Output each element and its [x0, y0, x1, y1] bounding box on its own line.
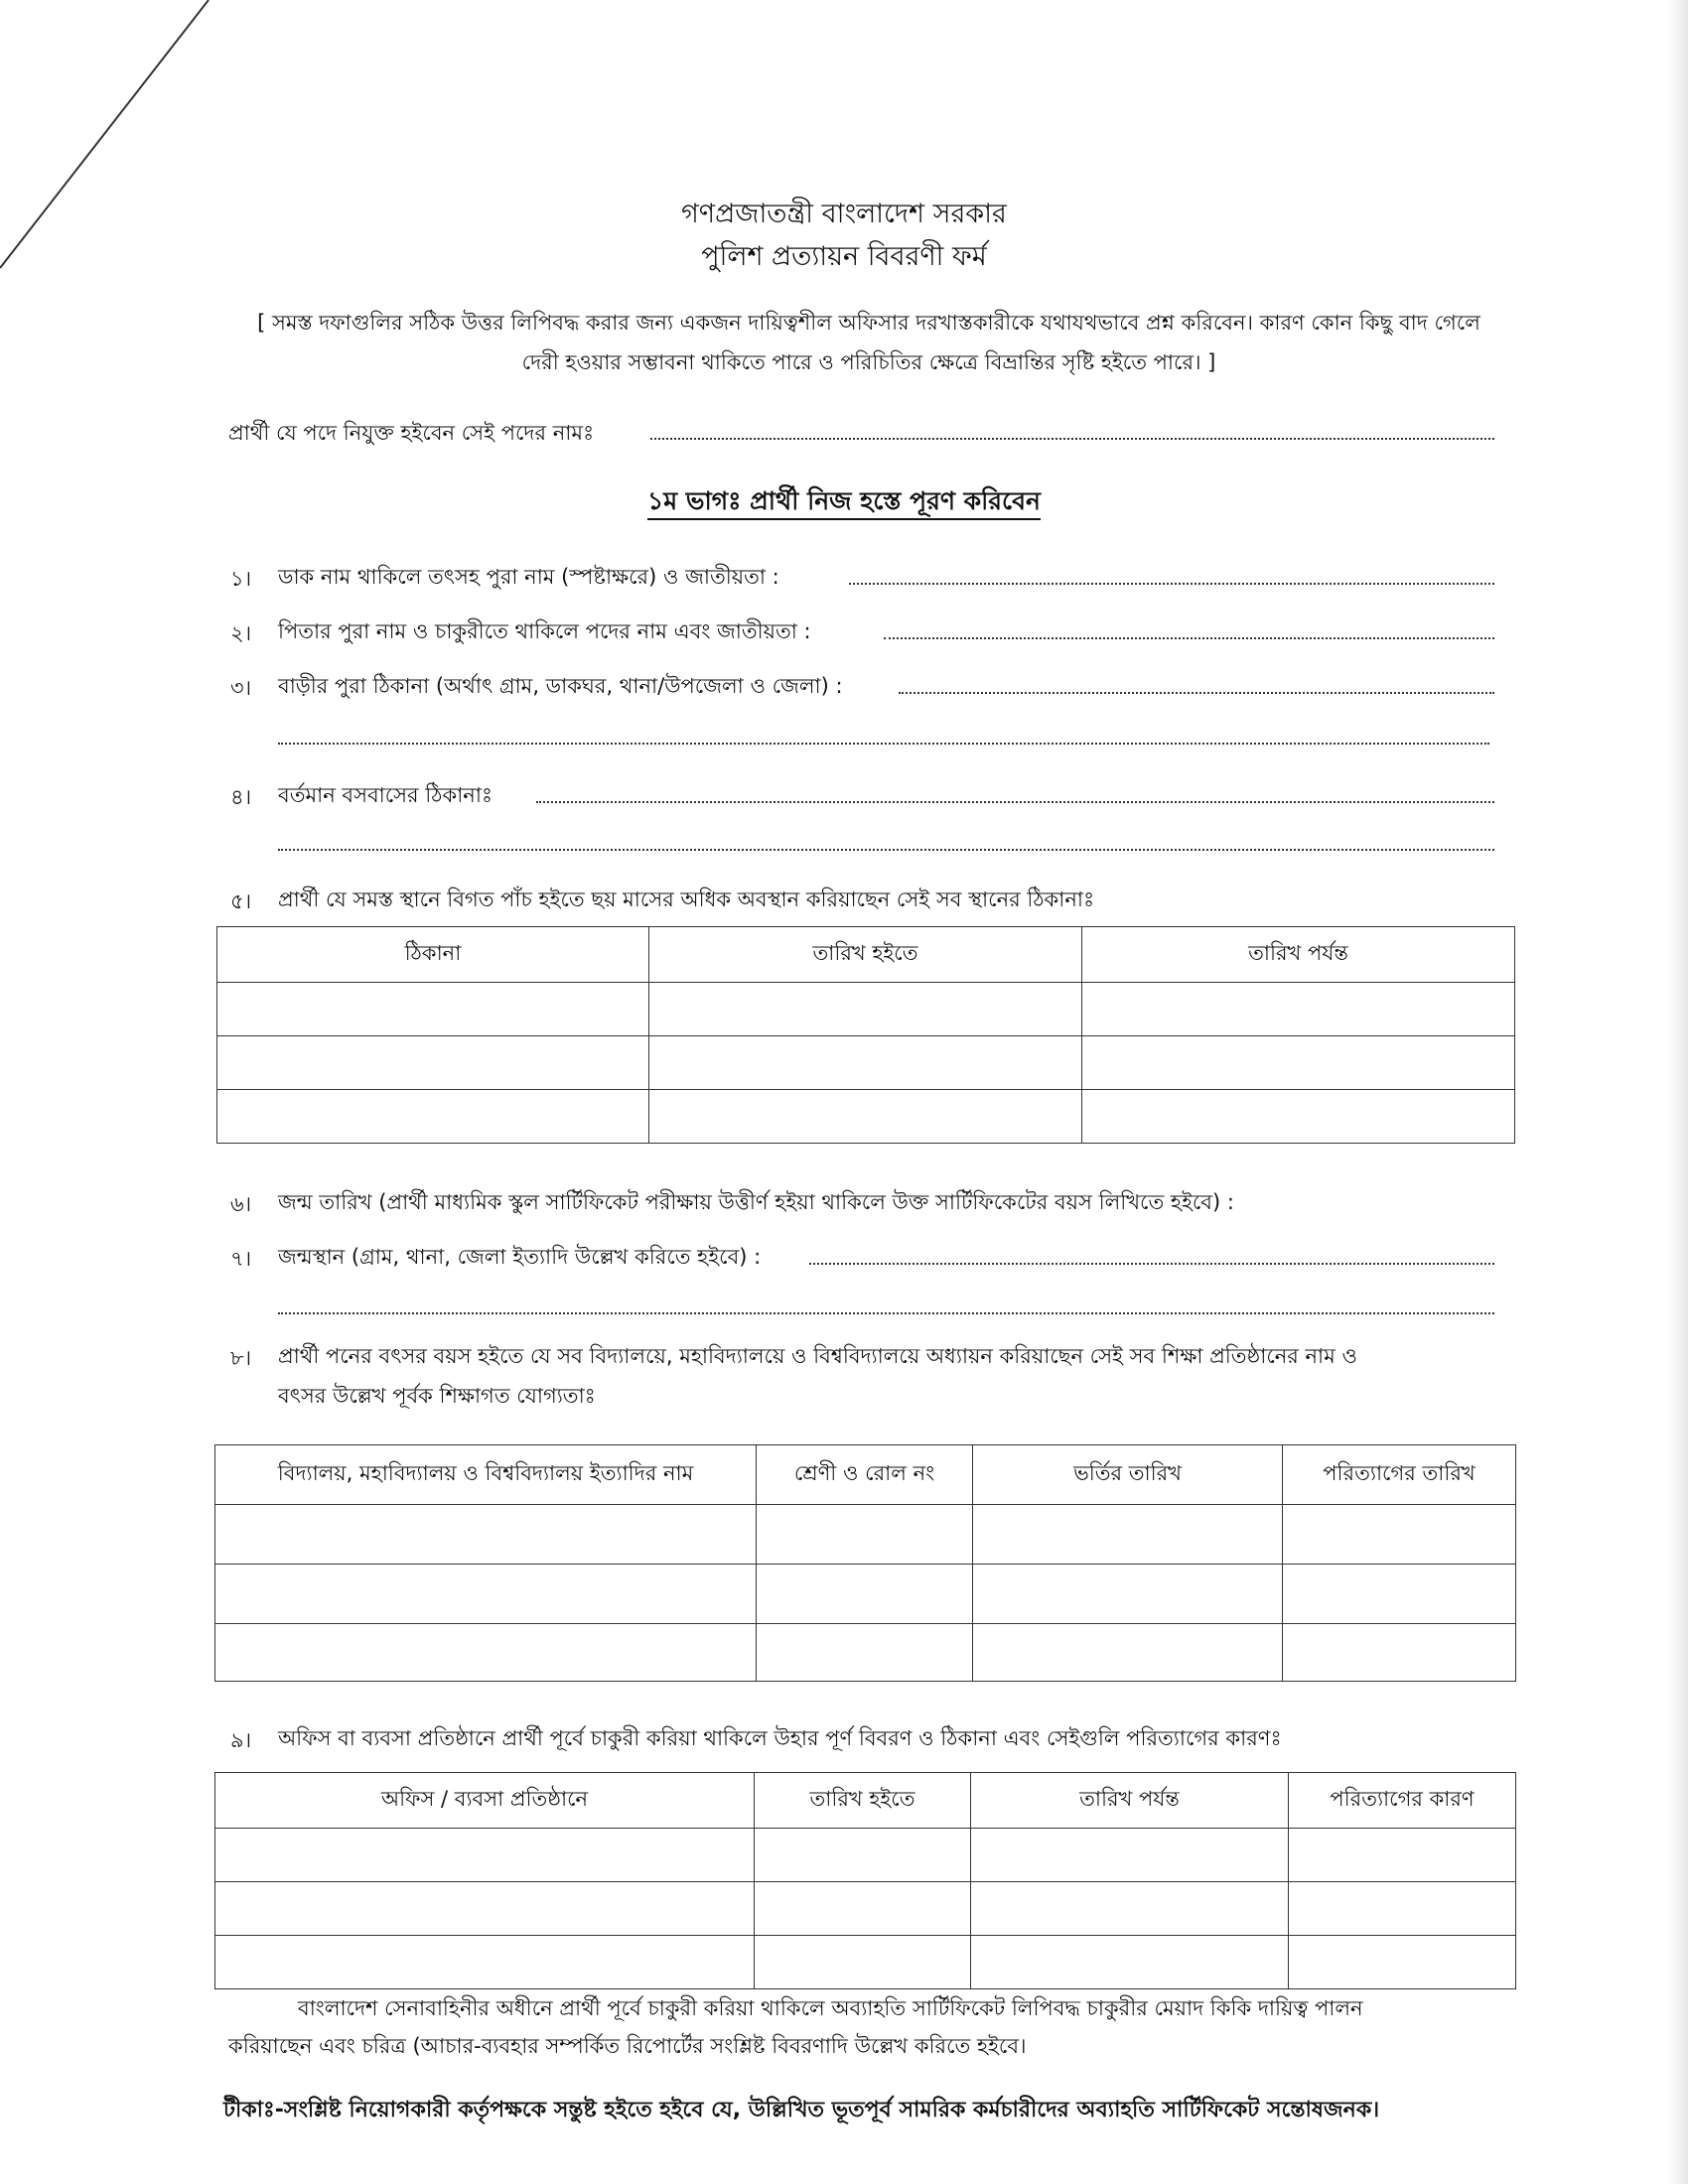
table-cell[interactable]: [971, 1936, 1289, 1989]
table-cell[interactable]: [755, 1936, 971, 1989]
table-cell[interactable]: [757, 1565, 973, 1624]
table-cell[interactable]: [215, 1882, 755, 1936]
column-header: তারিখ পর্যন্ত: [971, 1773, 1289, 1829]
item8-label-line1: প্রার্থী পনের বৎসর বয়স হইতে যে সব বিদ্যালয়ে, মহাবিদ্যালয়ে ও বিশ্ববিদ্যালয়ে অধ্যায়ন করিয়াছেন সেই সব শিক্ষা প্রতিষ্ঠানের নাম ও: [278, 1344, 1357, 1368]
item7-field[interactable]: [809, 1263, 1494, 1265]
item4-label: বর্তমান বসবাসের ঠিকানাঃ: [278, 783, 493, 807]
table-cell[interactable]: [1283, 1624, 1516, 1682]
table-row: [217, 1090, 1515, 1144]
part-one-heading: ১ম ভাগঃ প্রার্থী নিজ হস্তে পূরণ করিবেন: [0, 481, 1688, 524]
table-cell[interactable]: [1082, 1036, 1515, 1090]
army-note-line2: করিয়াছেন এবং চরিত্র (আচার-ব্যবহার সম্পর্কিত রিপোর্টের সংশ্লিষ্ট বিবরণাদি উল্লেখ করিতে হইবে।: [228, 2034, 1027, 2058]
table-row: [215, 1565, 1516, 1624]
table-cell[interactable]: [649, 1090, 1082, 1144]
table-cell[interactable]: [1082, 1090, 1515, 1144]
column-header: তারিখ পর্যন্ত: [1082, 927, 1515, 983]
column-header: শ্রেণী ও রোল নং: [757, 1445, 973, 1505]
table-cell[interactable]: [1283, 1505, 1516, 1565]
item6-label: জন্ম তারিখ (প্রার্থী মাধ্যমিক স্কুল সার্টিফিকেট পরীক্ষায় উত্তীর্ণ হইয়া থাকিলে উক্ত সার্টিফিকেটের বয়স লিখিতে হইবে) :: [278, 1190, 1234, 1214]
column-header: পরিত্যাগের তারিখ: [1283, 1445, 1516, 1505]
army-note-line1: বাংলাদেশ সেনাবাহিনীর অধীনে প্রার্থী পূর্বে চাকুরী করিয়া থাকিলে অব্যাহতি সার্টিফিকেট লিপিবদ্ধ চাকুরীর মেয়াদ কিকি দায়িত্ব পালন: [298, 1996, 1363, 2020]
education-table: [214, 1444, 1516, 1682]
table-cell[interactable]: [217, 1090, 649, 1144]
table-row: [217, 983, 1515, 1036]
employment-table-final: [214, 1772, 1516, 1989]
item-number: ৩।: [230, 676, 252, 700]
item1-field[interactable]: [849, 583, 1494, 585]
item5-label: প্রার্থী যে সমস্ত স্থানে বিগত পাঁচ হইতে ছয় মাসের অধিক অবস্থান করিয়াছেন সেই সব স্থানের ঠিকানাঃ: [278, 887, 1095, 911]
table-row: [215, 1624, 1516, 1682]
table-cell[interactable]: [215, 1936, 755, 1989]
item8-label-line2: বৎসর উল্লেখ পূর্বক শিক্ষাগত যোগ্যতাঃ: [278, 1384, 596, 1408]
table-cell[interactable]: [755, 1829, 971, 1882]
table-row: [215, 1936, 1516, 1989]
table-cell[interactable]: [217, 983, 649, 1036]
table-cell[interactable]: [1082, 983, 1515, 1036]
column-header: ভর্তির তারিখ: [973, 1445, 1283, 1505]
table-cell[interactable]: [649, 1036, 1082, 1090]
table-cell[interactable]: [1289, 1829, 1516, 1882]
table-cell[interactable]: [215, 1565, 757, 1624]
table-cell[interactable]: [1289, 1882, 1516, 1936]
table-header-row: [215, 1445, 1516, 1505]
table-cell[interactable]: [971, 1829, 1289, 1882]
table-cell[interactable]: [757, 1505, 973, 1565]
scan-edge-shadow: [1666, 0, 1688, 2184]
table-row: [217, 1036, 1515, 1090]
item-number: ২।: [230, 621, 252, 645]
item-number: ৭।: [230, 1247, 252, 1271]
column-header: তারিখ হইতে: [649, 927, 1082, 983]
table-cell[interactable]: [973, 1505, 1283, 1565]
item-number: ৬।: [230, 1192, 252, 1216]
item-number: ৮।: [230, 1346, 252, 1370]
table-cell[interactable]: [215, 1624, 757, 1682]
table-cell[interactable]: [973, 1565, 1283, 1624]
table-cell[interactable]: [755, 1882, 971, 1936]
item-number: ৯।: [230, 1728, 252, 1752]
column-header: পরিত্যাগের কারণ: [1289, 1773, 1516, 1829]
item1-label: ডাক নাম থাকিলে তৎসহ পুরা নাম (স্পষ্টাক্ষরে) ও জাতীয়তা :: [278, 565, 779, 589]
item4-field-line2[interactable]: [278, 849, 1494, 851]
table-cell[interactable]: [215, 1505, 757, 1565]
table-cell[interactable]: [649, 983, 1082, 1036]
item-number: ৫।: [230, 889, 252, 913]
table-cell[interactable]: [1289, 1936, 1516, 1989]
item-number: ১।: [230, 567, 252, 591]
table-cell[interactable]: [757, 1624, 973, 1682]
item2-label: পিতার পুরা নাম ও চাকুরীতে থাকিলে পদের নাম এবং জাতীয়তা :: [278, 619, 811, 643]
table-cell[interactable]: [215, 1829, 755, 1882]
column-header: বিদ্যালয়, মহাবিদ্যালয় ও বিশ্ববিদ্যালয় ইত্যাদির নাম: [215, 1445, 757, 1505]
table-row: [215, 1829, 1516, 1882]
item7-field-line2[interactable]: [278, 1312, 1494, 1314]
table-cell[interactable]: [971, 1882, 1289, 1936]
post-name-label: প্রার্থী যে পদে নিযুক্ত হইবেন সেই পদের নামঃ: [228, 421, 595, 445]
government-heading: গণপ্রজাতন্ত্রী বাংলাদেশ সরকার: [681, 199, 1007, 229]
post-name-field[interactable]: [650, 438, 1494, 440]
item2-field[interactable]: [884, 637, 1494, 639]
item9-label: অফিস বা ব্যবসা প্রতিষ্ঠানে প্রার্থী পূর্বে চাকুরী করিয়া থাকিলে উহার পূর্ণ বিবরণ ও ঠিকানা এবং সেইগুলি পরিত্যাগের কারণঃ: [278, 1726, 1282, 1750]
table-cell[interactable]: [973, 1624, 1283, 1682]
table-row: [215, 1505, 1516, 1565]
item3-label: বাড়ীর পুরা ঠিকানা (অর্থাৎ গ্রাম, ডাকঘর, থানা/উপজেলা ও জেলা) :: [278, 674, 843, 698]
item7-label: জন্মস্থান (গ্রাম, থানা, জেলা ইত্যাদি উল্লেখ করিতে হইবে) :: [278, 1245, 762, 1269]
table-header-row: [217, 927, 1515, 983]
item4-field[interactable]: [536, 801, 1494, 803]
table-row: [215, 1882, 1516, 1936]
form-title: পুলিশ প্রত্যায়ন বিবরণী ফর্ম: [701, 241, 987, 272]
table-header-row: [215, 1773, 1516, 1829]
column-header: ঠিকানা: [217, 927, 649, 983]
item-number: ৪।: [230, 785, 252, 809]
item3-field-line2[interactable]: [278, 743, 1489, 745]
instruction-note: [ সমস্ত দফাগুলির সঠিক উত্তর লিপিবদ্ধ করার জন্য একজন দায়িত্বশীল অফিসার দরখাস্তকারীকে যথাযথভাবে প্রশ্ন করিবেন। কারণ কোন কিছু বাদ গেলে দেরী হওয়ার সম্ভাবনা থাকিতে পারে ও পরিচিতির ক্ষেত্রে বিভ্রান্তির সৃষ্টি হইতে পারে। ]: [257, 311, 1480, 374]
table-cell[interactable]: [217, 1036, 649, 1090]
column-header: তারিখ হইতে: [755, 1773, 971, 1829]
table-cell[interactable]: [1283, 1565, 1516, 1624]
column-header: অফিস / ব্যবসা প্রতিষ্ঠানে: [215, 1773, 755, 1829]
item3-field[interactable]: [899, 692, 1494, 694]
footnote: টীকাঃ-সংশ্লিষ্ট নিয়োগকারী কর্তৃপক্ষকে সন্তুষ্ট হইতে হইবে যে, উল্লিখিত ভূতপূর্ব সামরিক কর্মচারীদের অব্যাহতি সার্টিফিকেট সন্তোষজনক।: [223, 2098, 1380, 2122]
previous-addresses-table: [216, 926, 1515, 1144]
